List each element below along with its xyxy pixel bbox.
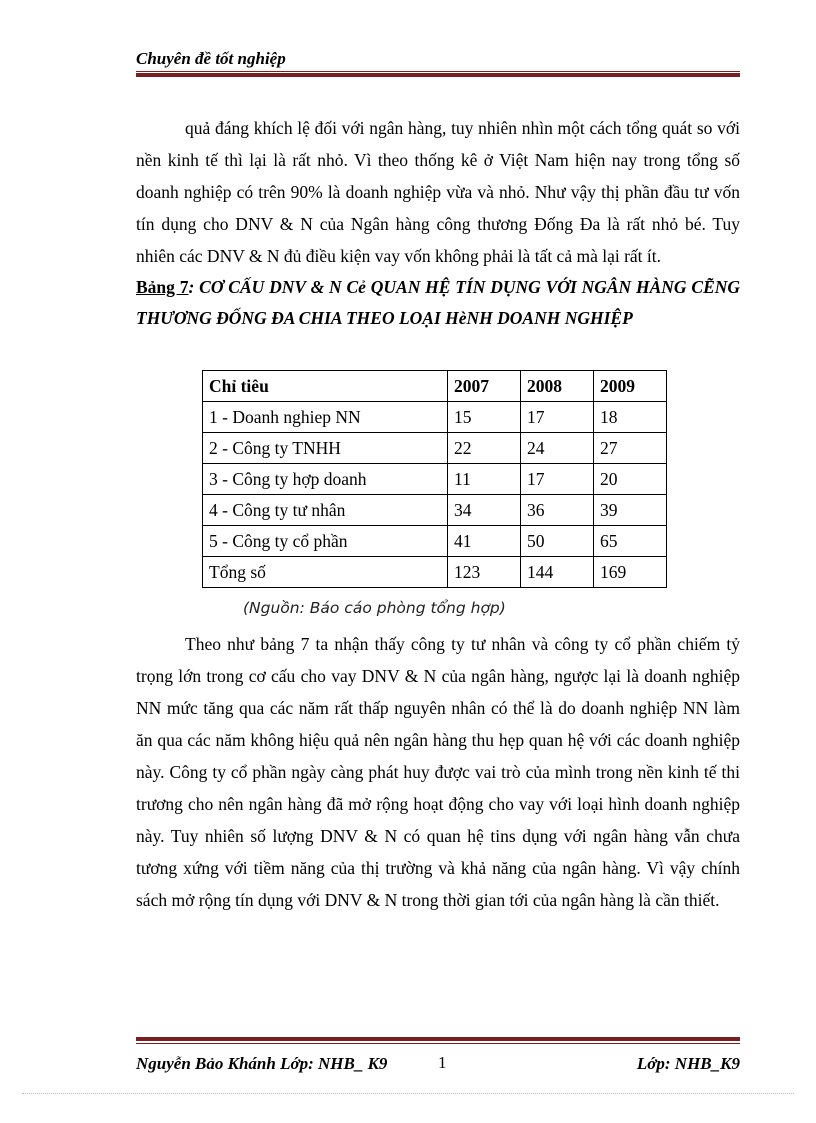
table-cell: 27	[594, 433, 667, 464]
table-cell: 2 - Công ty TNHH	[203, 433, 448, 464]
footer-class: Lớp: NHB_K9	[636, 1054, 740, 1073]
page-number: 1	[438, 1053, 447, 1072]
table-row	[203, 526, 667, 557]
header-rule-thick	[136, 73, 740, 77]
table-cell: 39	[594, 495, 667, 526]
body-bottom	[136, 628, 740, 916]
header-title: Chuyên đề tốt nghiệp	[136, 49, 286, 68]
table-cell: Tổng số	[203, 557, 448, 588]
table-cell: 144	[521, 557, 594, 588]
table-cell: 5 - Công ty cổ phần	[203, 526, 448, 557]
table-row	[203, 495, 667, 526]
table-header-row	[203, 371, 667, 402]
table-cell: 17	[521, 402, 594, 433]
table-cell: 20	[594, 464, 667, 495]
table-cell: 1 - Doanh nghiep NN	[203, 402, 448, 433]
table-caption-label: Bảng 7	[136, 277, 189, 297]
table-cell: 17	[521, 464, 594, 495]
header-rule	[136, 71, 740, 72]
table-header-cell: Chỉ tiêu	[203, 371, 448, 402]
table-cell: 50	[521, 526, 594, 557]
table-cell: 3 - Công ty hợp doanh	[203, 464, 448, 495]
table-source: (Nguồn: Báo cáo phòng tổng hợp)	[243, 599, 506, 617]
table-row	[203, 402, 667, 433]
table-cell: 22	[448, 433, 521, 464]
body-top	[136, 112, 740, 334]
table-row	[203, 464, 667, 495]
table-cell: 123	[448, 557, 521, 588]
table-cell: 15	[448, 402, 521, 433]
table-cell: 24	[521, 433, 594, 464]
table-cell: 65	[594, 526, 667, 557]
paragraph-analysis: Theo như bảng 7 ta nhận thấy công ty tư nhân và công ty cổ phần chiếm tỷ trọng lớn trong cơ cấu cho vay DNV & N của ngân hàng, ngược lại là doanh nghiệp NN mức tăng qua các năm rất thấp nguyên nhân có thể là do doanh nghiệp NN làm ăn qua các năm không hiệu quả nên ngân hàng thu hẹp quan hệ với các doanh nghiệp này. Công ty cổ phần ngày càng phát huy được vai trò của mình trong nền kinh tế thi trương cho nên ngân hàng đã mở rộng hoạt động cho vay với loại hình doanh nghiệp này. Tuy nhiên số lượng DNV & N có quan hệ tins dụng với ngân hàng vẫn chưa tương xứng với tiềm năng của thị trường và khả năng của ngân hàng. Vì vậy chính sách mở rộng tín dụng với DNV & N trong thời gian tới của ngân hàng là cần thiết.	[136, 634, 740, 910]
footer-rule-thick	[136, 1037, 740, 1041]
table-header-cell: 2007	[448, 371, 521, 402]
table-cell: 11	[448, 464, 521, 495]
data-table	[202, 370, 667, 588]
table-caption	[136, 272, 740, 334]
table-cell: 41	[448, 526, 521, 557]
page-edge-divider	[22, 1093, 794, 1094]
table-caption-title: : CƠ CẤU DNV & N Cẻ QUAN HỆ TÍN DỤNG VỚI NGÂN HÀNG CẼNG THƯƠNG ĐỐNG ĐA CHIA THEO LOẠI HèNH DOANH NGHIỆP	[136, 277, 741, 328]
table-cell: 4 - Công ty tư nhân	[203, 495, 448, 526]
table-cell: 169	[594, 557, 667, 588]
footer-author: Nguyễn Bảo Khánh Lớp: NHB_ K9	[136, 1054, 388, 1073]
table-row-total	[203, 557, 667, 588]
table-header-cell: 2009	[594, 371, 667, 402]
table-cell: 36	[521, 495, 594, 526]
footer-rule	[136, 1043, 740, 1044]
paragraph-intro: quả đáng khích lệ đối với ngân hàng, tuy nhiên nhìn một cách tổng quát so với nền kinh tế thì lại là rất nhỏ. Vì theo thống kê ở Việt Nam hiện nay trong tổng số doanh nghiệp có trên 90% là doanh nghiệp vừa và nhỏ. Như vậy thị phần đầu tư vốn tín dụng cho DNV & N của Ngân hàng công thương Đống Đa là rất nhỏ bé. Tuy nhiên các DNV & N đủ điều kiện vay vốn không phải là tất cả mà lại rất ít.	[136, 118, 740, 266]
table-cell: 18	[594, 402, 667, 433]
table-row	[203, 433, 667, 464]
table-cell: 34	[448, 495, 521, 526]
table-header-cell: 2008	[521, 371, 594, 402]
